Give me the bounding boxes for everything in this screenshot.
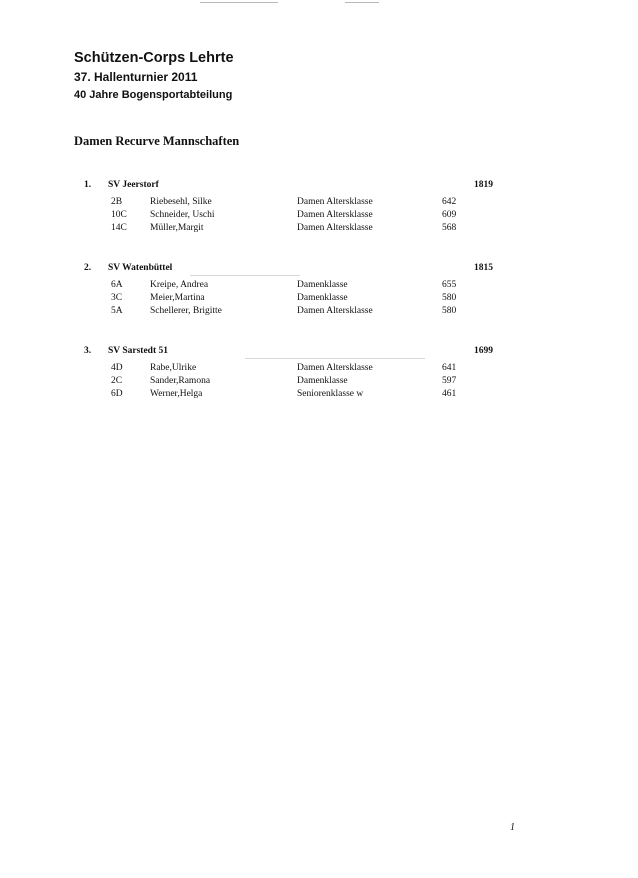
team-member-row (0, 197, 638, 209)
team-rank: 3. (84, 346, 92, 356)
team-header (0, 346, 638, 358)
team-name: SV Watenbüttel (108, 263, 173, 273)
archer-class: Damenklasse (297, 280, 348, 290)
target-position: 2B (111, 197, 123, 207)
archer-score: 641 (442, 363, 457, 373)
target-position: 4D (111, 363, 123, 373)
archer-score: 642 (442, 197, 457, 207)
tournament-title: 37. Hallenturnier 2011 (74, 70, 198, 84)
archer-score: 580 (442, 293, 457, 303)
archer-name: Werner,Helga (150, 389, 203, 399)
archer-score: 568 (442, 223, 457, 233)
team-header (0, 263, 638, 275)
archer-score: 597 (442, 376, 457, 386)
team-rank: 1. (84, 180, 92, 190)
archer-class: Damenklasse (297, 376, 348, 386)
anniversary-subtitle: 40 Jahre Bogensportabteilung (74, 89, 233, 101)
archer-class: Damen Altersklasse (297, 197, 373, 207)
team-rank: 2. (84, 263, 92, 273)
target-position: 5A (111, 306, 123, 316)
scan-artifact-line (200, 2, 278, 3)
team-member-row (0, 389, 638, 401)
archer-name: Müller,Margit (150, 223, 204, 233)
team-member-row (0, 306, 638, 318)
archer-class: Damen Altersklasse (297, 223, 373, 233)
archer-class: Seniorenklasse w (297, 389, 364, 399)
team-member-row (0, 210, 638, 222)
target-position: 6A (111, 280, 123, 290)
team-name: SV Jeerstorf (108, 180, 159, 190)
archer-name: Riebesehl, Silke (150, 197, 212, 207)
archer-score: 461 (442, 389, 457, 399)
section-title: Damen Recurve Mannschaften (74, 134, 240, 148)
archer-score: 580 (442, 306, 457, 316)
target-position: 10C (111, 210, 127, 220)
archer-score: 609 (442, 210, 457, 220)
archer-name: Schneider, Uschi (150, 210, 215, 220)
archer-class: Damenklasse (297, 293, 348, 303)
archer-name: Schellerer, Brigitte (150, 306, 222, 316)
club-title: Schützen-Corps Lehrte (74, 50, 234, 66)
target-position: 3C (111, 293, 123, 303)
archer-name: Sander,Ramona (150, 376, 211, 386)
team-member-row (0, 223, 638, 235)
target-position: 14C (111, 223, 127, 233)
scan-artifact-line (190, 275, 300, 276)
team-member-row (0, 376, 638, 388)
target-position: 2C (111, 376, 123, 386)
archer-name: Kreipe, Andrea (150, 280, 209, 290)
team-name: SV Sarstedt 51 (108, 346, 168, 356)
target-position: 6D (111, 389, 123, 399)
team-total-score: 1819 (474, 180, 493, 190)
team-member-row (0, 363, 638, 375)
team-header (0, 180, 638, 192)
scan-artifact-line (345, 2, 379, 3)
archer-name: Meier,Martina (150, 293, 205, 303)
archer-class: Damen Altersklasse (297, 363, 373, 373)
archer-name: Rabe,Ulrike (150, 363, 197, 373)
team-member-row (0, 280, 638, 292)
archer-class: Damen Altersklasse (297, 306, 373, 316)
scan-artifact-line (245, 358, 425, 359)
team-total-score: 1699 (474, 346, 493, 356)
page-number: 1 (510, 822, 515, 833)
archer-score: 655 (442, 280, 457, 290)
team-member-row (0, 293, 638, 305)
team-total-score: 1815 (474, 263, 493, 273)
archer-class: Damen Altersklasse (297, 210, 373, 220)
